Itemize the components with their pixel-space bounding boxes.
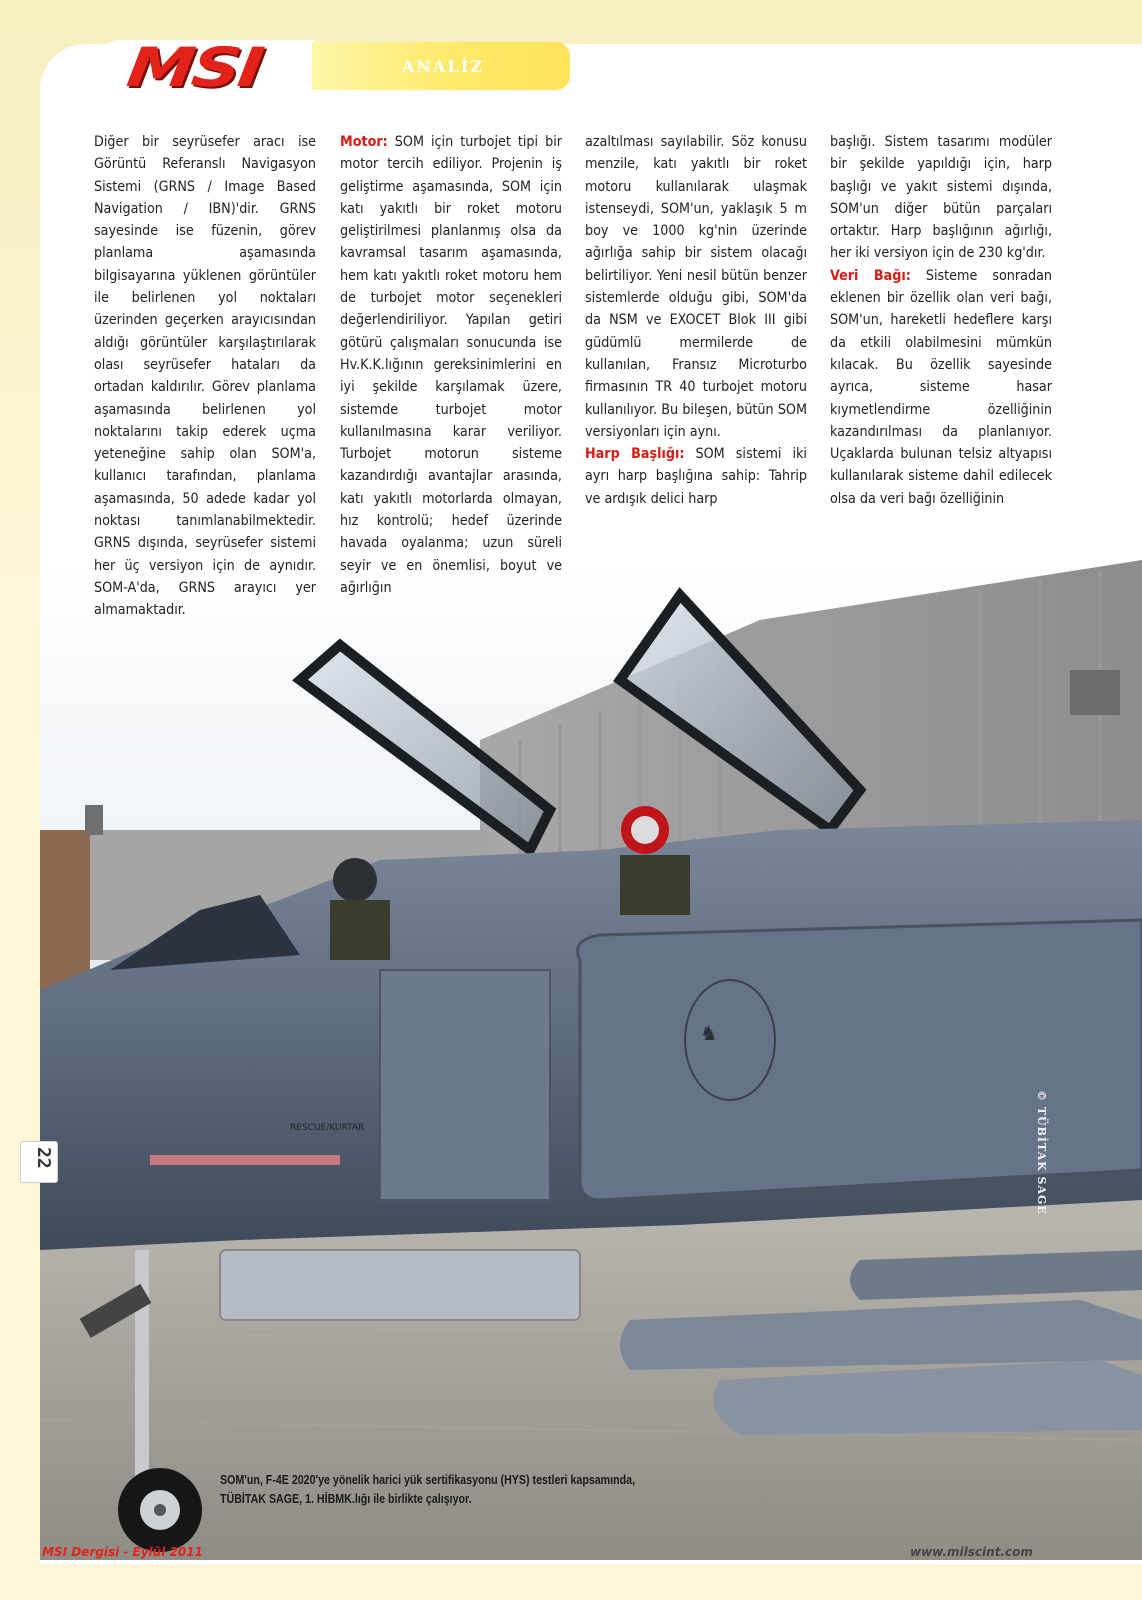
heading-motor: Motor: (340, 134, 388, 150)
caption-line-1: SOM'un, F-4E 2020'ye yönelik harici yük sertifikasyonu (HYS) testleri kapsamında, (220, 1472, 636, 1487)
column-3-paragraph (585, 443, 807, 510)
column-1 (94, 131, 316, 622)
heading-harp-basligi: Harp Başlığı: (585, 446, 685, 463)
footer-website[interactable]: www.milscint.com (910, 1545, 1033, 1559)
f4e-jet-illustration (40, 560, 1142, 1560)
photo-credit: © TÜBİTAK SAGE (1035, 1090, 1048, 1215)
footer-magazine: MSI Dergisi - Eylül 2011 (42, 1545, 203, 1559)
page-number: 22 (33, 1147, 54, 1169)
photo-caption (220, 1470, 635, 1508)
section-label: ANALİZ (402, 57, 484, 76)
column-3 (585, 131, 807, 510)
rescue-marking: RESCUE/KURTAR (290, 1123, 365, 1133)
column-3-text-after: SOM sistemi iki ayrı harp başlığına sahip: Tahrip ve ardışık delici harp (585, 446, 807, 507)
column-4-paragraph (830, 265, 1052, 510)
msi-logo: MSI (123, 36, 266, 99)
caption-line-2: TÜBİTAK SAGE, 1. HİBMK.lığı ile birlikte çalışıyor. (220, 1491, 472, 1506)
aircraft-photo (40, 560, 1142, 1560)
column-2-paragraph (340, 131, 562, 599)
heading-veri-bagi: Veri Bağı: (830, 267, 911, 284)
column-4-text: başlığı. Sistem tasarımı modüler bir şekilde yapıldığı için, harp başlığı ve yakıt sistemi dışında, SOM'un diğer bütün parçaları ortaktır. Harp başlığının ağırlığı, her iki versiyon için de 230 kg'dır. (830, 134, 1052, 262)
column-2 (340, 131, 562, 599)
svg-text:♞: ♞ (700, 1021, 718, 1045)
column-2-text: SOM için turbojet tipi bir motor tercih ediliyor. Projenin iş geliştirme aşamasında, SOM için katı yakıtlı bir roket motoru geliştirilmesi planlanmış olsa da kavramsal tasarım aşamasında, hem katı yakıtlı roket motoru hem de turbojet motor seçenekleri değerlendiriliyor. Yapılan getiri götürü çalışmaları sonucunda ise Hv.K.K.lığının gereksinimlerini en iyi şekilde karşılamak üzere, sistemde turbojet motor kullanılmasına karar veriliyor. Turbojet motorun sisteme kazandırdığı avantajlar arasında, katı yakıtlı motorlarda olmayan, hız kontrolü; hedef üzerinde havada oyalanma; uzun süreli seyir ve en önemlisi, boyut ve ağırlığın (340, 134, 562, 596)
column-1-text: Diğer bir seyrüsefer aracı ise Görüntü Referanslı Navigasyon Sistemi (GRNS / Image Based Navigation / IBN)'dir. GRNS sayesinde ise füzenin, görev planlama aşamasında bilgisayarına yüklenen görüntüler ile belirlenen yol noktaları üzerinden geçerken arayıcısından aldığı görüntüler karşılaştırılarak olası seyrüsefer hataları da ortadan kaldırılır. Görev planlama aşamasında belirlenen yol noktalarını takip ederek uçma yeteneğine sahip olan SOM'a, kullanıcı tarafından, planlama aşamasında, 50 adede kadar yol noktası tanımlanabilmektedir. GRNS dışında, seyrüsefer sistemi her üç versiyon için de aynıdır. SOM-A'da, GRNS arayıcı yer almamaktadır. (94, 134, 316, 619)
column-4-text-after: Sisteme sonradan eklenen bir özellik olan veri bağı, SOM'un, hareketli hedeflere karşı da etkili olabilmesini mümkün kılacak. Bu özellik sayesinde ayrıca, sisteme hasar kıymetlendirme özelliğinin kazandırılması da planlanıyor. Uçaklarda bulunan telsiz altyapısı kullanılarak sisteme dahil edilecek olsa da veri bağı özelliğinin (830, 267, 1052, 507)
column-3-text: azaltılması sayılabilir. Söz konusu menzile, katı yakıtlı bir roket motoru kullanılarak ulaşmak istenseydi, SOM'un, yaklaşık 5 m boy ve 1000 kg'nin üzerinde ağırlığa sahip bir sistem olacağı belirtiliyor. Yeni nesil bütün benzer sistemlerde olduğu gibi, SOM'da da NSM ve EXOCET Blok III gibi güdümlü mermilerde de kullanılan, Fransız Microturbo firmasının TR 40 turbojet motoru kullanılıyor. Bu bileşen, bütün SOM versiyonları için aynı. (585, 134, 807, 440)
column-4 (830, 131, 1052, 510)
